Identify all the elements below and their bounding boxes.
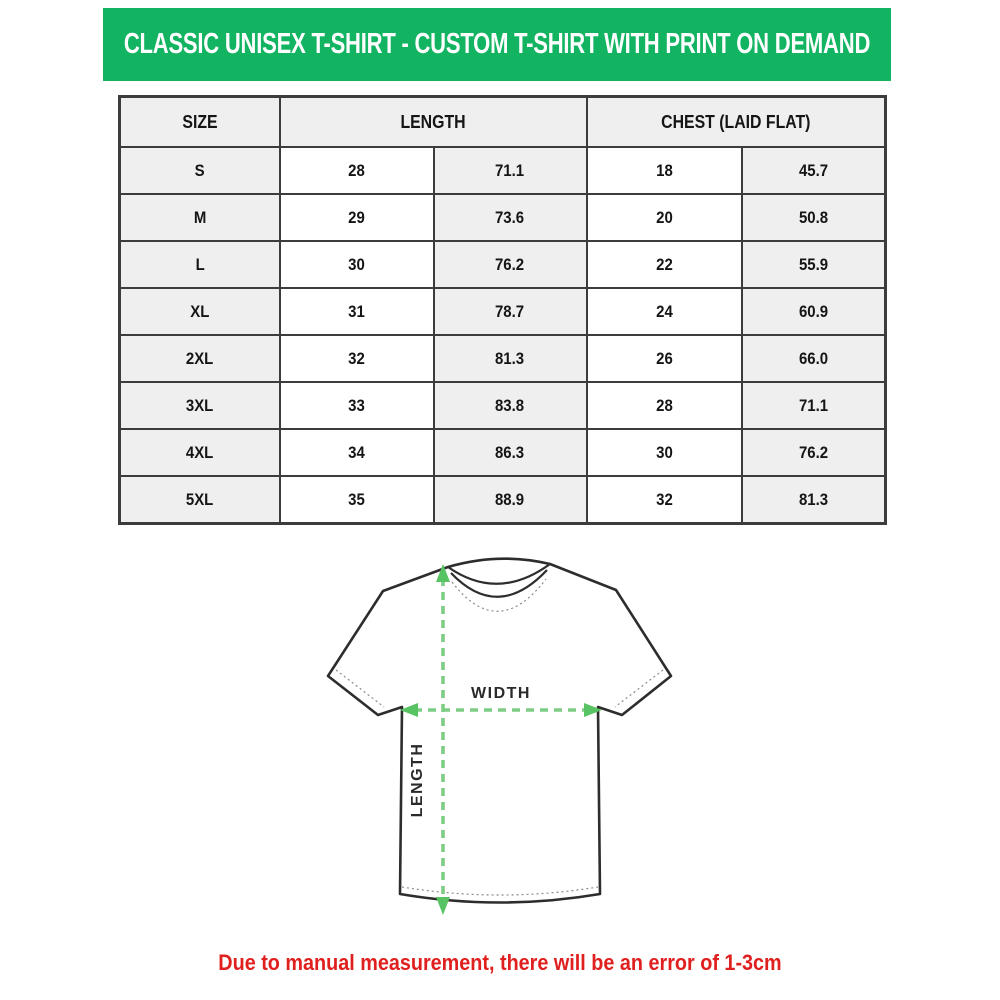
tshirt-diagram-svg bbox=[300, 540, 700, 940]
table-row bbox=[120, 382, 886, 429]
cell-size: M bbox=[120, 194, 280, 241]
header-size: SIZE bbox=[120, 97, 280, 148]
table-row bbox=[120, 476, 886, 524]
cell-chest-in: 22 bbox=[587, 241, 742, 288]
cell-chest-cm: 45.7 bbox=[742, 147, 886, 194]
cell-length-cm: 71.1 bbox=[434, 147, 587, 194]
cell-length-cm: 76.2 bbox=[434, 241, 587, 288]
cell-length-in: 33 bbox=[280, 382, 434, 429]
cell-chest-in: 30 bbox=[587, 429, 742, 476]
header-length: LENGTH bbox=[280, 97, 587, 148]
page-title: CLASSIC UNISEX T-SHIRT - CUSTOM T-SHIRT WITH PRINT ON DEMAND bbox=[123, 28, 871, 60]
cell-chest-in: 32 bbox=[587, 476, 742, 524]
cell-length-in: 29 bbox=[280, 194, 434, 241]
table-row bbox=[120, 429, 886, 476]
cell-length-cm: 73.6 bbox=[434, 194, 587, 241]
length-arrow-down-head bbox=[436, 897, 450, 915]
cell-length-cm: 81.3 bbox=[434, 335, 587, 382]
cell-chest-in: 18 bbox=[587, 147, 742, 194]
cell-chest-cm: 50.8 bbox=[742, 194, 886, 241]
measurement-disclaimer-text: Due to manual measurement, there will be an error of 1-3cm bbox=[218, 950, 782, 975]
cell-chest-cm: 55.9 bbox=[742, 241, 886, 288]
cell-chest-in: 20 bbox=[587, 194, 742, 241]
cell-size: 4XL bbox=[120, 429, 280, 476]
cell-size: 2XL bbox=[120, 335, 280, 382]
table-header-row bbox=[120, 97, 886, 148]
cell-chest-in: 24 bbox=[587, 288, 742, 335]
cell-length-in: 30 bbox=[280, 241, 434, 288]
table-row bbox=[120, 335, 886, 382]
title-banner bbox=[103, 8, 891, 81]
table-row bbox=[120, 194, 886, 241]
tshirt-outline bbox=[328, 559, 671, 903]
table-row bbox=[120, 288, 886, 335]
tshirt-measurement-diagram bbox=[300, 540, 700, 940]
table-row bbox=[120, 147, 886, 194]
cell-chest-in: 28 bbox=[587, 382, 742, 429]
cell-size: L bbox=[120, 241, 280, 288]
cell-length-in: 34 bbox=[280, 429, 434, 476]
cell-size: S bbox=[120, 147, 280, 194]
measurement-disclaimer bbox=[0, 950, 1000, 976]
cell-chest-cm: 81.3 bbox=[742, 476, 886, 524]
cell-chest-cm: 76.2 bbox=[742, 429, 886, 476]
length-label: LENGTH bbox=[409, 742, 426, 818]
cell-length-in: 32 bbox=[280, 335, 434, 382]
cell-length-cm: 88.9 bbox=[434, 476, 587, 524]
cell-size: 3XL bbox=[120, 382, 280, 429]
cell-length-in: 28 bbox=[280, 147, 434, 194]
width-label: WIDTH bbox=[471, 685, 531, 702]
cell-chest-cm: 71.1 bbox=[742, 382, 886, 429]
cell-length-in: 35 bbox=[280, 476, 434, 524]
cell-length-cm: 86.3 bbox=[434, 429, 587, 476]
cell-length-in: 31 bbox=[280, 288, 434, 335]
size-chart-table bbox=[118, 95, 887, 525]
header-chest: CHEST (LAID FLAT) bbox=[587, 97, 886, 148]
cell-length-cm: 83.8 bbox=[434, 382, 587, 429]
cell-size: XL bbox=[120, 288, 280, 335]
cell-chest-cm: 60.9 bbox=[742, 288, 886, 335]
table-row bbox=[120, 241, 886, 288]
cell-length-cm: 78.7 bbox=[434, 288, 587, 335]
cell-chest-in: 26 bbox=[587, 335, 742, 382]
cell-chest-cm: 66.0 bbox=[742, 335, 886, 382]
cell-size: 5XL bbox=[120, 476, 280, 524]
